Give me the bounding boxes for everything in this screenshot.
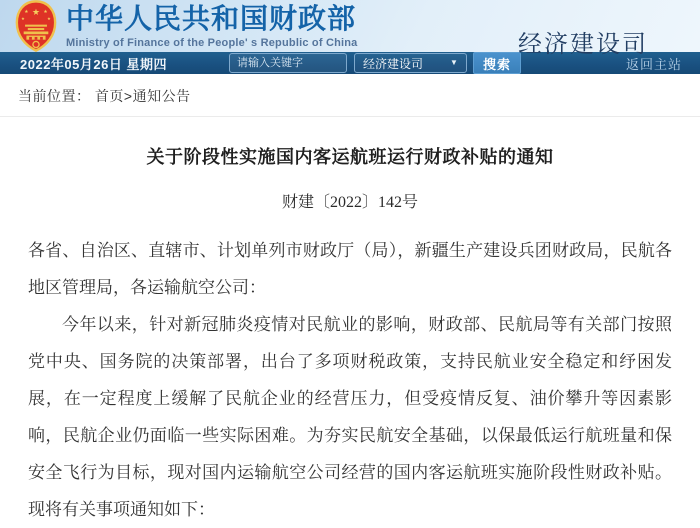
china-national-emblem-icon — [14, 0, 58, 52]
breadcrumb-label: 当前位置： — [18, 88, 91, 104]
search-scope-select[interactable] — [354, 53, 467, 73]
document-paragraph-intro: 今年以来，针对新冠肺炎疫情对民航业的影响，财政部、民航局等有关部门按照党中央、国务院的决策部署，出台了多项财税政策，支持民航业安全稳定和纾困发展，在一定程度上缓解了民航企业的经营压力，但受疫情反复、油价攀升等因素影响，民航企业仍面临一些实际困难。为夯实民航安全基础，以保最低运行航班量和保安全飞行为目标，现对国内运输航空公司经营的国内客运航班实施阶段性财政补贴。现将有关事项通知如下： — [28, 315, 672, 519]
site-brand — [66, 3, 358, 49]
site-header — [0, 0, 700, 58]
document-title: 关于阶段性实施国内客运航班运行财政补贴的通知 — [146, 147, 554, 167]
document-body — [0, 212, 700, 528]
svg-text:★: ★ — [21, 15, 25, 21]
document-number: 财建〔2022〕142号 — [281, 194, 418, 211]
search-button[interactable]: 搜索 — [473, 52, 521, 74]
breadcrumb-path[interactable]: 首页>通知公告 — [94, 88, 191, 104]
department-name: 经济建设司 — [518, 32, 648, 58]
current-date: 2022年05月26日 星期四 — [20, 56, 167, 72]
svg-text:★: ★ — [47, 15, 51, 21]
document-paragraph-salutation: 各省、自治区、直辖市、计划单列市财政厅（局），新疆生产建设兵团财政局，民航各地区管理局，各运输航空公司： — [28, 241, 672, 297]
back-to-main-site-link[interactable]: 返回主站 — [625, 56, 682, 72]
chevron-down-icon: ▼ — [450, 58, 458, 67]
main-content — [0, 74, 700, 528]
site-subtitle: Ministry of Finance of the People' s Republic of China — [66, 37, 358, 50]
breadcrumb — [0, 74, 700, 117]
svg-text:★: ★ — [32, 7, 40, 18]
svg-text:★: ★ — [43, 10, 48, 15]
search-input[interactable] — [229, 53, 347, 73]
site-title: 中华人民共和国财政部 — [66, 2, 357, 34]
search-scope-value: 经济建设司 — [362, 56, 423, 71]
svg-text:★: ★ — [24, 10, 29, 15]
